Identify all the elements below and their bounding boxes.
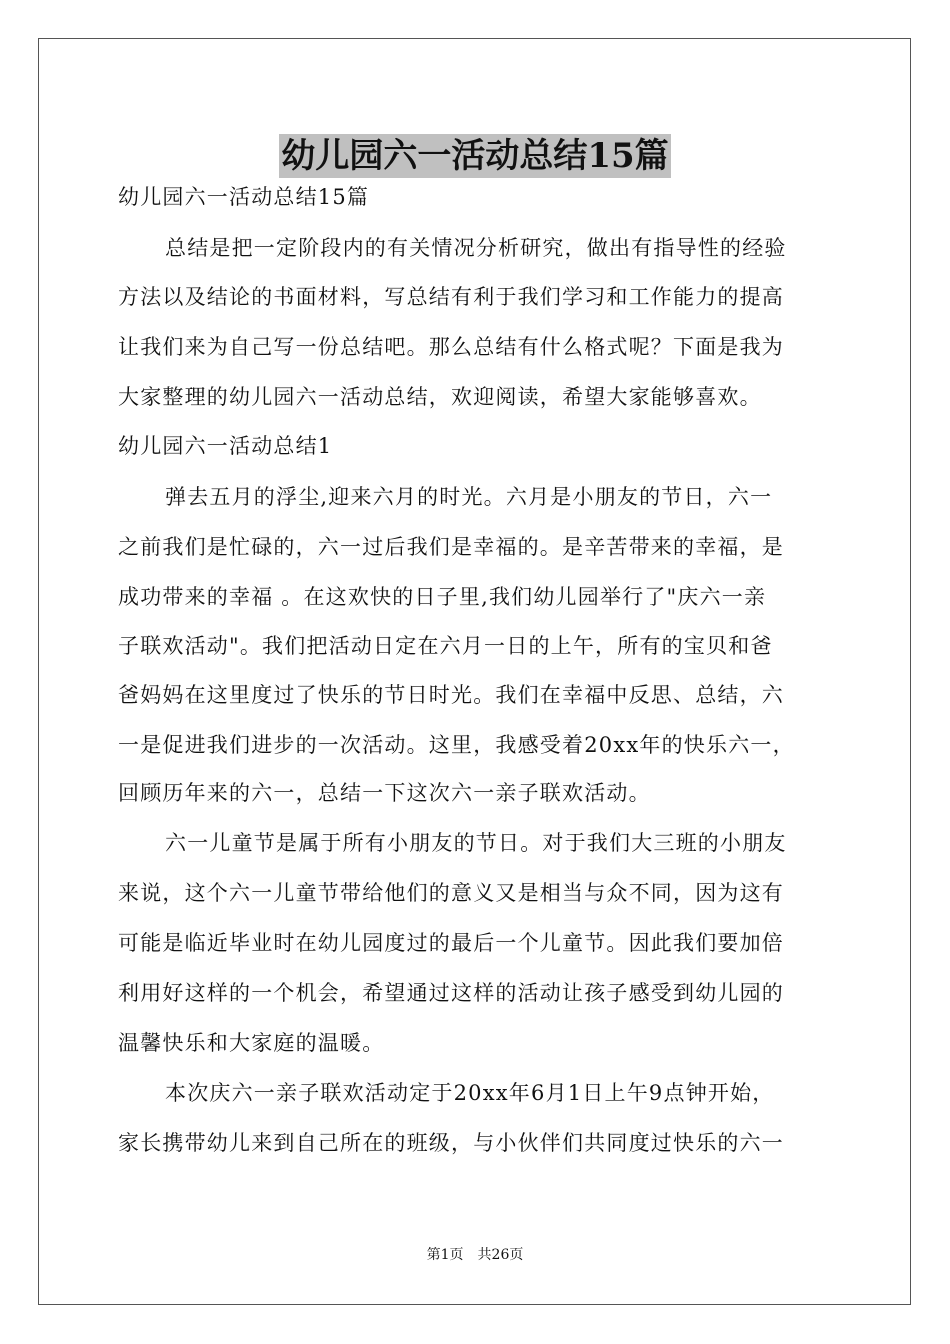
para2-line: 来说，这个六一儿童节带给他们的意义又是相当与众不同，因为这有 <box>118 881 784 905</box>
para1-line: 子联欢活动"。我们把活动日定在六月一日的上午，所有的宝贝和爸 <box>118 634 773 658</box>
page-border <box>38 38 911 1305</box>
para1-line: 一是促进我们进步的一次活动。这里，我感受着20xx年的快乐六一， <box>118 733 795 757</box>
section-heading: 幼儿园六一活动总结1 <box>118 434 333 458</box>
subtitle: 幼儿园六一活动总结15篇 <box>118 185 370 209</box>
para2-line: 可能是临近毕业时在幼儿园度过的最后一个儿童节。因此我们要加倍 <box>118 931 784 955</box>
intro-line: 总结是把一定阶段内的有关情况分析研究，做出有指导性的经验 <box>165 236 787 260</box>
para1-line: 成功带来的幸福 。在这欢快的日子里,我们幼儿园举行了"庆六一亲 <box>118 585 767 609</box>
para1-line: 爸妈妈在这里度过了快乐的节日时光。我们在幸福中反思、总结，六 <box>118 683 784 707</box>
para2-line: 利用好这样的一个机会，希望通过这样的活动让孩子感受到幼儿园的 <box>118 981 784 1005</box>
intro-line: 让我们来为自己写一份总结吧。那么总结有什么格式呢？下面是我为 <box>118 335 784 359</box>
intro-line: 大家整理的幼儿园六一活动总结，欢迎阅读，希望大家能够喜欢。 <box>118 385 762 409</box>
intro-line: 方法以及结论的书面材料，写总结有利于我们学习和工作能力的提高 <box>118 285 784 309</box>
para1-line: 之前我们是忙碌的，六一过后我们是幸福的。是辛苦带来的幸福，是 <box>118 535 784 559</box>
para3-line: 本次庆六一亲子联欢活动定于20xx年6月1日上午9点钟开始， <box>165 1081 775 1105</box>
para1-line: 回顾历年来的六一，总结一下这次六一亲子联欢活动。 <box>118 781 651 805</box>
page-footer: 第1页 共26页 <box>426 1247 524 1263</box>
para2-line: 六一儿童节是属于所有小朋友的节日。对于我们大三班的小朋友 <box>165 831 787 855</box>
para3-line: 家长携带幼儿来到自己所在的班级，与小伙伴们共同度过快乐的六一 <box>118 1131 784 1155</box>
title-text: 幼儿园六一活动总结15篇 <box>281 136 669 176</box>
document-title <box>0 128 950 177</box>
para2-line: 温馨快乐和大家庭的温暖。 <box>118 1031 385 1055</box>
para1-line: 弹去五月的浮尘,迎来六月的时光。六月是小朋友的节日，六一 <box>165 485 773 509</box>
